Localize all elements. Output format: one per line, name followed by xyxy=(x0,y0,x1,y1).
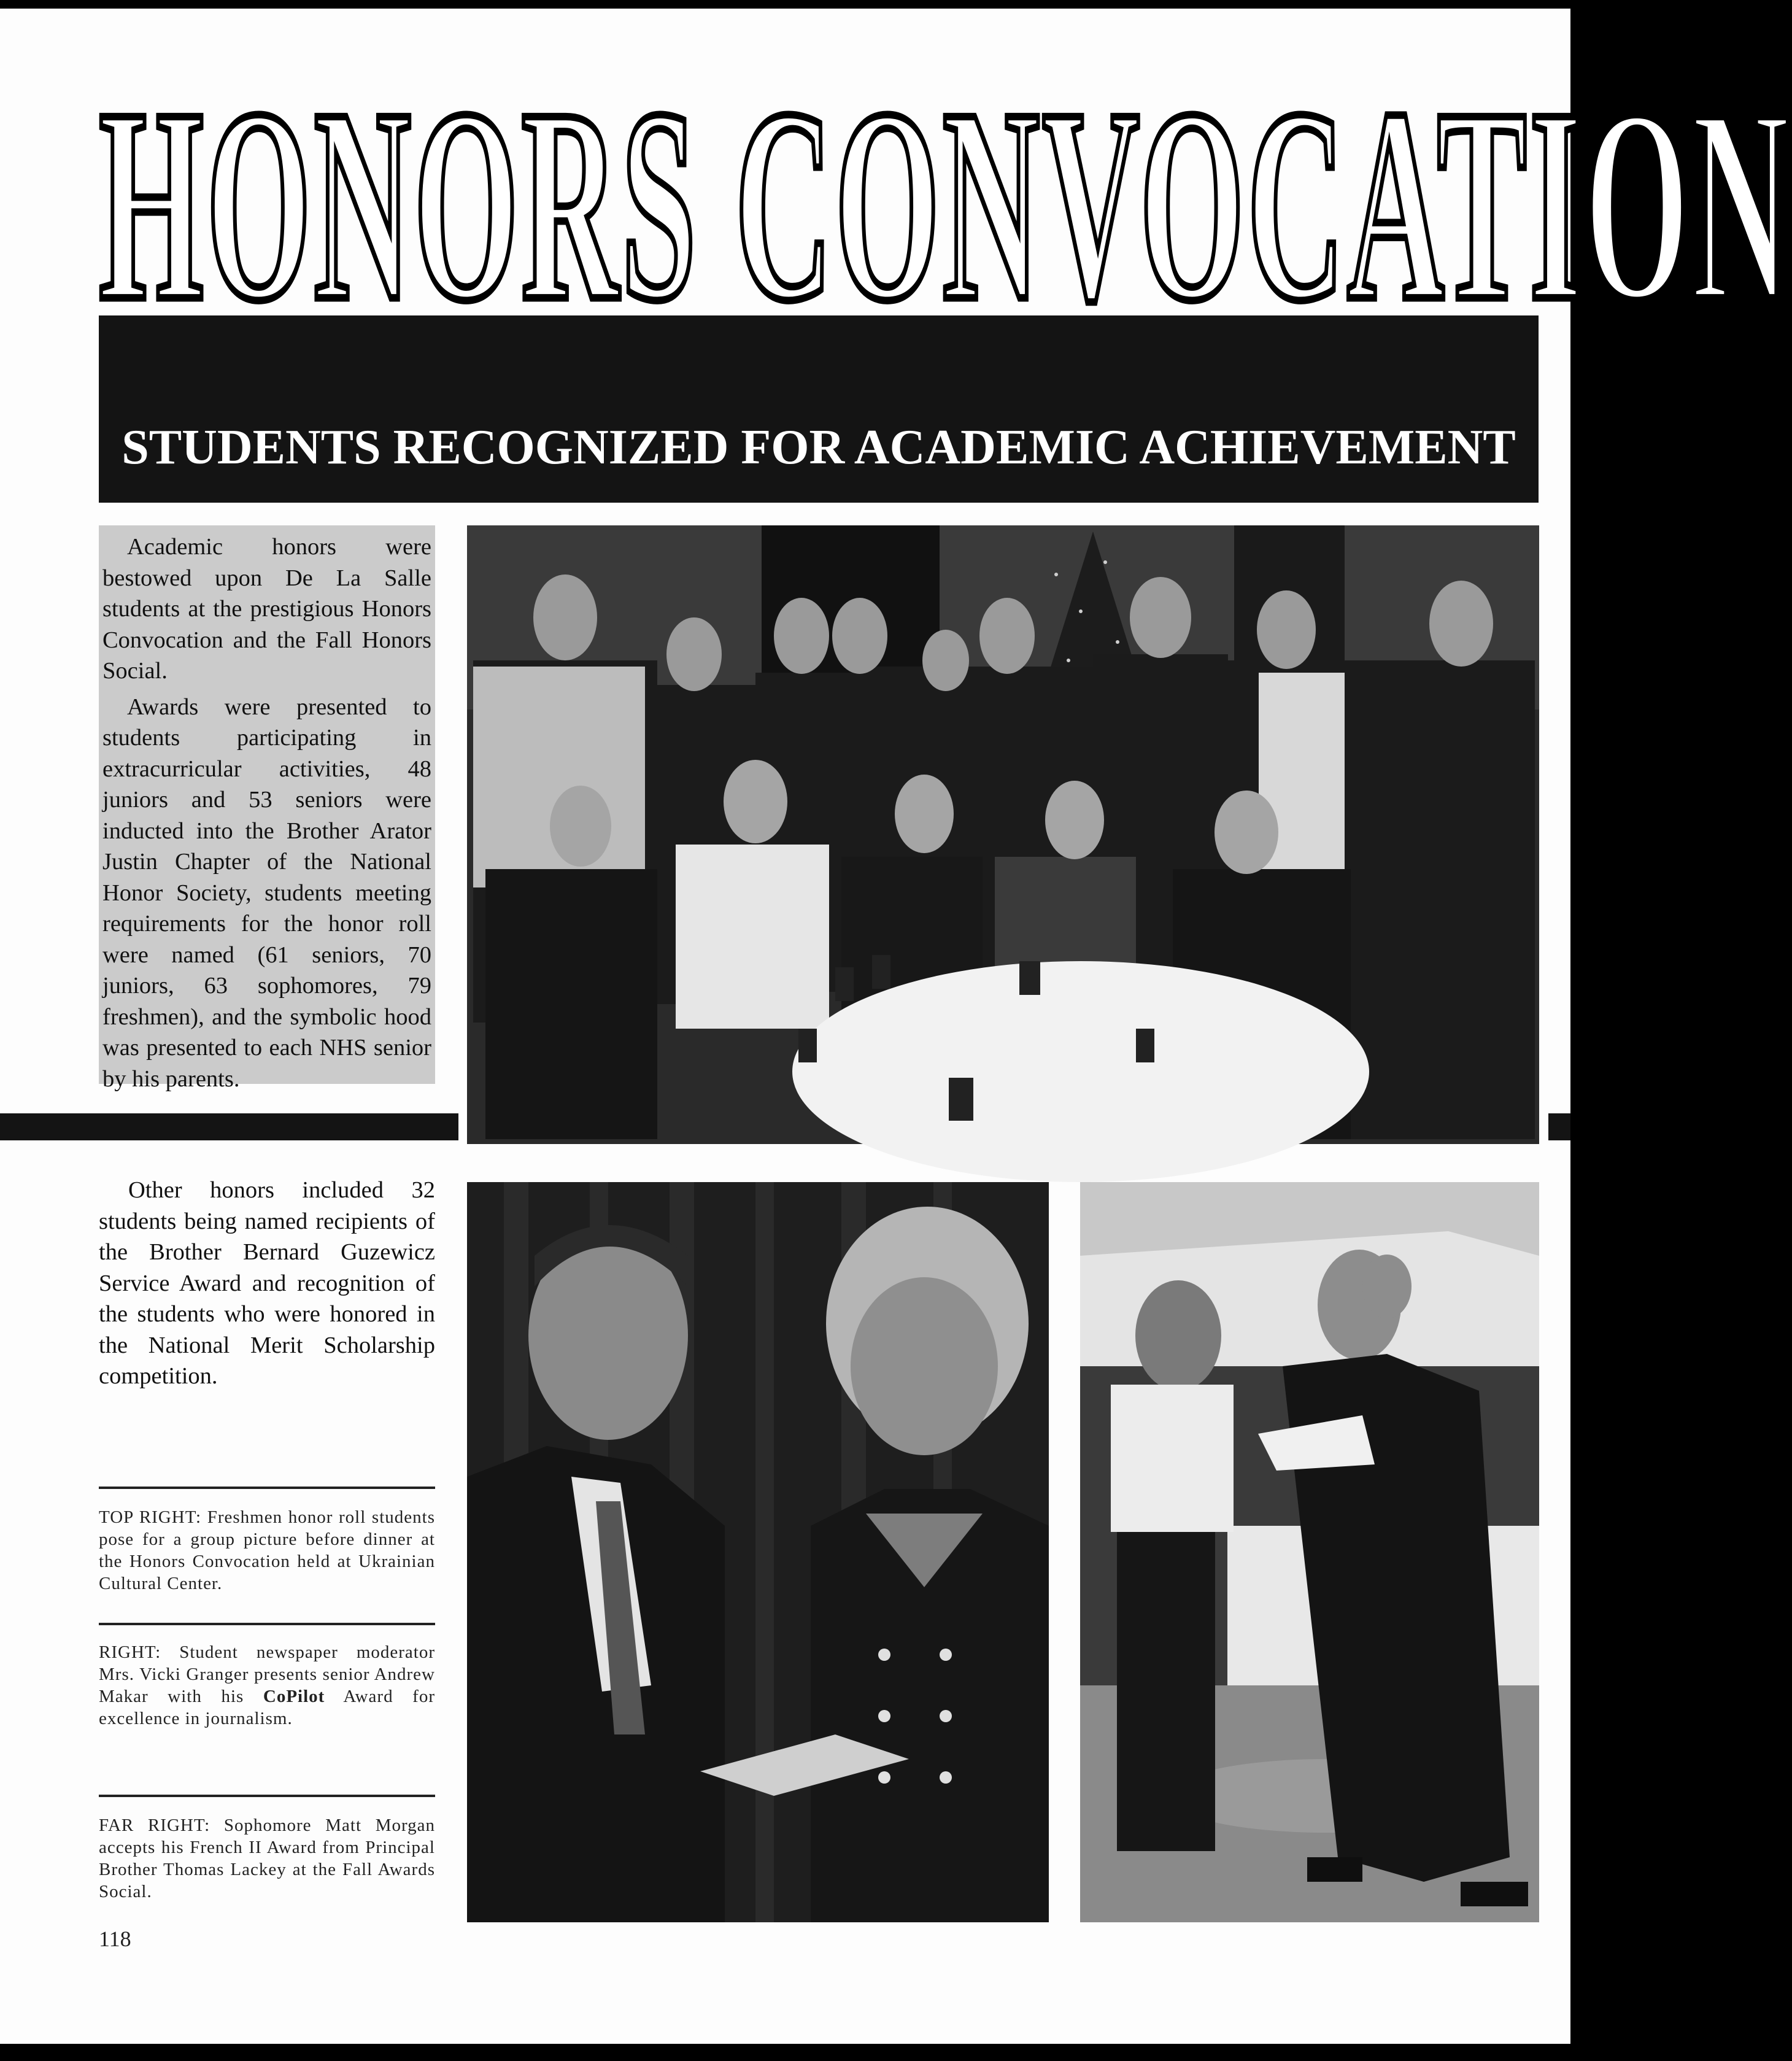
body-paragraph: Other honors included 32 students being named recipients of the Brother Bernard Guzewicz Service Award and recognition of the students who were honored in the National Merit Scholarship competition. xyxy=(99,1177,435,1389)
caption-rule xyxy=(99,1487,435,1489)
intro-paragraph: Awards were presented to students participating in extracurricular activities, 48 juniors and 53 seniors were inducted into the Brother Arator Justin Chapter of the National Honor Society, students meeting requirements for the honor roll were named (61 seniors, 70 juniors, 63 sophomores, 79 freshmen), and the symbolic hood was presented to each NHS senior by his parents. xyxy=(102,694,431,1092)
section-divider-bar xyxy=(0,1113,458,1140)
caption-top-right: TOP RIGHT: Freshmen honor roll students pose for a group picture before dinner at the Honors Convocation held at Ukrainian Cultural Center. xyxy=(99,1507,435,1593)
caption-rule xyxy=(99,1795,435,1797)
intro-text-block xyxy=(99,525,435,1092)
page-number: 118 xyxy=(99,1927,131,1951)
caption-right xyxy=(99,1641,435,1730)
caption-right-publication: CoPilot xyxy=(263,1687,325,1706)
section-divider-bar-right xyxy=(1548,1113,1570,1140)
page-title: HONORS CONVOCATION xyxy=(99,51,1792,358)
yearbook-page xyxy=(0,9,1792,2044)
caption-rule xyxy=(99,1623,435,1625)
caption-right-text-end: Award for excellence in journalism. xyxy=(99,1687,435,1728)
group-photo xyxy=(467,525,1539,1144)
caption-far-right: FAR RIGHT: Sophomore Matt Morgan accepts his French II Award from Principal Brother Thomas Lackey at the Fall Awards Social. xyxy=(99,1815,435,1901)
intro-paragraph: Academic honors were bestowed upon De La Salle students at the prestigious Honors Convocation and the Fall Honors Social. xyxy=(102,534,431,684)
award-presentation-photo xyxy=(467,1182,1049,1922)
award-handshake-photo xyxy=(1080,1182,1539,1922)
caption-right-text: RIGHT: Student newspaper moderator Mrs. Vicki Granger presents senior Andrew Makar with his xyxy=(99,1642,435,1706)
page-subtitle: STUDENTS RECOGNIZED FOR ACADEMIC ACHIEVEMENT xyxy=(122,420,1516,474)
